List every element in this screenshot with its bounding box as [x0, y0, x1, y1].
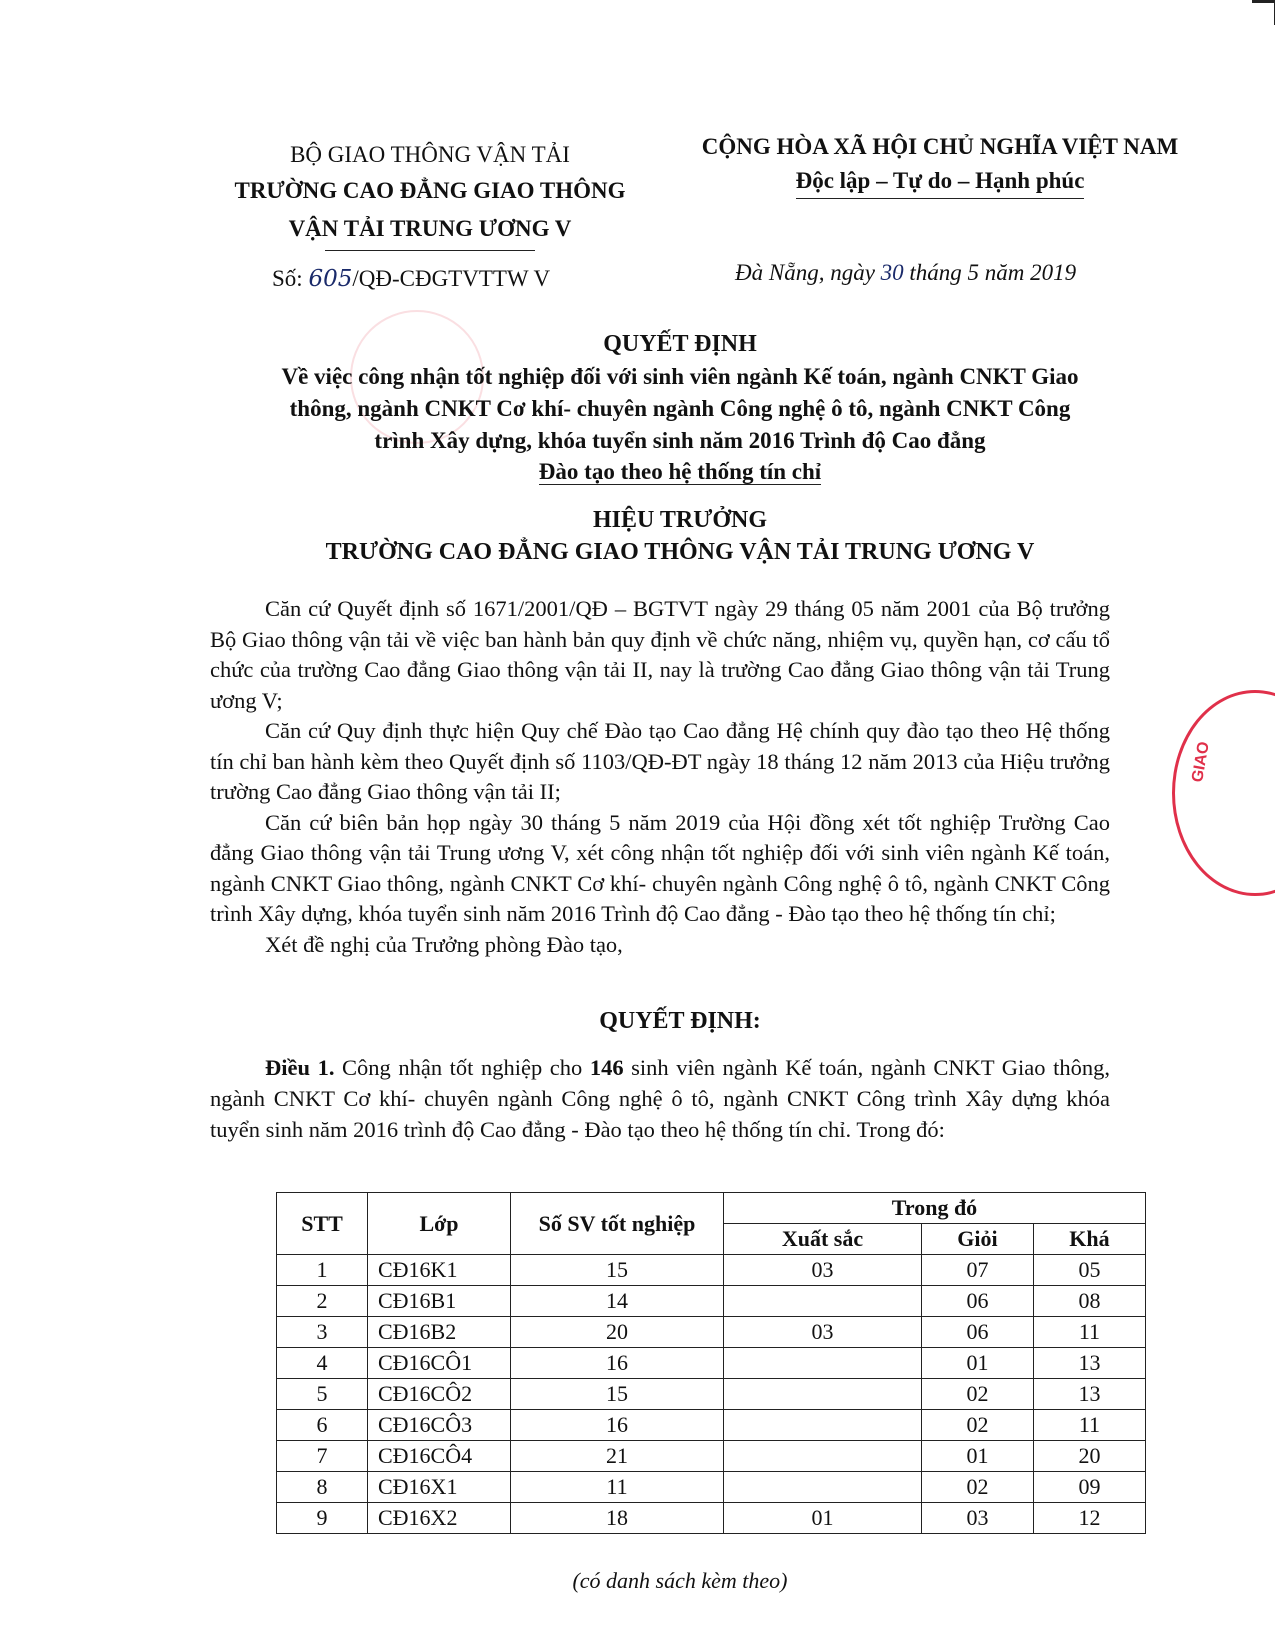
- cell-stt: 1: [277, 1255, 368, 1286]
- header-stt: STT: [277, 1193, 368, 1255]
- issue-date-suffix: tháng 5 năm 2019: [903, 260, 1077, 285]
- cell-stt: 8: [277, 1472, 368, 1503]
- cell-stt: 9: [277, 1503, 368, 1534]
- cell-excellent: [724, 1472, 922, 1503]
- document-number-handwritten: 605: [308, 266, 353, 292]
- table-row: [277, 1317, 1146, 1348]
- cell-stt: 4: [277, 1348, 368, 1379]
- red-seal-stamp: [1172, 690, 1275, 896]
- cell-class: CĐ16CÔ2: [368, 1379, 511, 1410]
- cell-class: CĐ16X1: [368, 1472, 511, 1503]
- article-1-text-a: Công nhận tốt nghiệp cho: [334, 1055, 590, 1080]
- cell-class: CĐ16CÔ3: [368, 1410, 511, 1441]
- header-good: Giỏi: [921, 1224, 1033, 1255]
- document-number-suffix: /QĐ-CĐGTVTTW V: [352, 266, 551, 291]
- article-1-text-b: sinh viên ngành Kế toán, ngành CNKT Giao thông, ngành CNKT Cơ khí- chuyên ngành Công nghệ ô tô, ngành CNKT Công trình Xây dựng khóa tuyển sinh năm 2016 trình độ Cao đẳng - Đào tạo theo hệ thống tín chỉ. Trong đó:: [210, 1055, 1110, 1142]
- subject-line-2: thông, ngành CNKT Cơ khí- chuyên ngành Công nghệ ô tô, ngành CNKT Công: [289, 396, 1071, 421]
- cell-fair: 11: [1033, 1317, 1145, 1348]
- cell-class: CĐ16B2: [368, 1317, 511, 1348]
- cell-good: 02: [921, 1472, 1033, 1503]
- header-class: Lớp: [368, 1193, 511, 1255]
- cell-fair: 13: [1033, 1348, 1145, 1379]
- preamble: [210, 594, 1110, 960]
- cell-count: 14: [511, 1286, 724, 1317]
- preamble-paragraph-2: Căn cứ Quy định thực hiện Quy chế Đào tạo Cao đẳng Hệ chính quy đào tạo theo Hệ thống tín chỉ ban hành kèm theo Quyết định số 1103/QĐ-ĐT ngày 18 tháng 12 năm 2013 của Hiệu trưởng trường Cao đẳng Giao thông vận tải II;: [210, 718, 1110, 804]
- cell-excellent: 01: [724, 1503, 922, 1534]
- cell-good: 06: [921, 1317, 1033, 1348]
- cell-fair: 11: [1033, 1410, 1145, 1441]
- seal-stamp-text: GIAO: [1189, 740, 1213, 784]
- document-type: QUYẾT ĐỊNH: [603, 331, 757, 357]
- cell-good: 02: [921, 1379, 1033, 1410]
- cell-count: 18: [511, 1503, 724, 1534]
- decision-heading: QUYẾT ĐỊNH:: [599, 1008, 761, 1034]
- graduation-table: [276, 1192, 1146, 1534]
- ministry-name: BỘ GIAO THÔNG VẬN TẢI: [290, 142, 570, 167]
- school-name-line2: VẬN TẢI TRUNG ƯƠNG V: [288, 216, 572, 241]
- table-row: [277, 1410, 1146, 1441]
- header-divider: [325, 250, 535, 251]
- cell-stt: 6: [277, 1410, 368, 1441]
- document-number-prefix: Số:: [272, 266, 309, 291]
- cell-excellent: [724, 1410, 922, 1441]
- article-1-count: 146: [589, 1055, 624, 1080]
- cell-stt: 5: [277, 1379, 368, 1410]
- cell-count: 11: [511, 1472, 724, 1503]
- issue-date-prefix: Đà Nẵng, ngày: [735, 260, 881, 285]
- issue-date-day: 30: [880, 260, 904, 285]
- article-1-paragraph: [210, 1052, 1110, 1145]
- national-header: [660, 130, 1220, 199]
- cell-good: 01: [921, 1348, 1033, 1379]
- cell-excellent: [724, 1441, 922, 1472]
- table-row: [277, 1472, 1146, 1503]
- table-row: [277, 1348, 1146, 1379]
- cell-count: 16: [511, 1410, 724, 1441]
- subject-line-3: trình Xây dựng, khóa tuyển sinh năm 2016 Trình độ Cao đẳng: [374, 428, 986, 453]
- cell-excellent: [724, 1348, 922, 1379]
- cell-good: 03: [921, 1503, 1033, 1534]
- issue-date: [735, 260, 1076, 286]
- cell-count: 15: [511, 1379, 724, 1410]
- cell-good: 06: [921, 1286, 1033, 1317]
- table-row: [277, 1503, 1146, 1534]
- issuing-authority: [200, 505, 1160, 569]
- document-number: [272, 266, 550, 292]
- authority-school: TRƯỜNG CAO ĐẲNG GIAO THÔNG VẬN TẢI TRUNG ƯƠNG V: [325, 539, 1035, 565]
- school-name-line1: TRƯỜNG CAO ĐẲNG GIAO THÔNG: [234, 178, 626, 203]
- scan-corner-mark: [1252, 0, 1275, 25]
- cell-class: CĐ16CÔ1: [368, 1348, 511, 1379]
- header-fair: Khá: [1033, 1224, 1145, 1255]
- table-row: [277, 1441, 1146, 1472]
- cell-excellent: 03: [724, 1255, 922, 1286]
- cell-excellent: [724, 1379, 922, 1410]
- cell-good: 02: [921, 1410, 1033, 1441]
- cell-count: 21: [511, 1441, 724, 1472]
- cell-fair: 20: [1033, 1441, 1145, 1472]
- cell-fair: 13: [1033, 1379, 1145, 1410]
- preamble-paragraph-1: Căn cứ Quyết định số 1671/2001/QĐ – BGTVT ngày 29 tháng 05 năm 2001 của Bộ trưởng Bộ Giao thông vận tải về việc ban hành bản quy định về chức năng, nhiệm vụ, quyền hạn, cơ cấu tổ chức của trường Cao đẳng Giao thông vận tải II, nay là trường Cao đẳng Giao thông vận tải Trung ương V;: [210, 596, 1110, 713]
- subject-line-4-wrap: [539, 456, 821, 488]
- cell-good: 07: [921, 1255, 1033, 1286]
- subject-line-1: Về việc công nhận tốt nghiệp đối với sinh viên ngành Kế toán, ngành CNKT Giao: [281, 364, 1079, 389]
- article-1: [210, 1052, 1110, 1145]
- cell-stt: 3: [277, 1317, 368, 1348]
- table-row: [277, 1255, 1146, 1286]
- cell-stt: 7: [277, 1441, 368, 1472]
- authority-title: HIỆU TRƯỞNG: [592, 507, 768, 533]
- national-motto: Độc lập – Tự do – Hạnh phúc: [796, 164, 1085, 199]
- cell-fair: 12: [1033, 1503, 1145, 1534]
- table-row: [277, 1379, 1146, 1410]
- subject-line-4: Đào tạo theo hệ thống tín chỉ: [538, 459, 822, 484]
- cell-excellent: 03: [724, 1317, 922, 1348]
- cell-class: CĐ16CÔ4: [368, 1441, 511, 1472]
- issuer-header: [205, 138, 655, 251]
- cell-fair: 09: [1033, 1472, 1145, 1503]
- header-graduate-count: Số SV tốt nghiệp: [511, 1193, 724, 1255]
- decision-title: [200, 328, 1160, 488]
- preamble-paragraph-3: Căn cứ biên bản họp ngày 30 tháng 5 năm 2019 của Hội đồng xét tốt nghiệp Trường Cao đẳng Giao thông vận tải Trung ương V, xét công nhận tốt nghiệp đối với sinh viên ngành Kế toán, ngành CNKT Giao thông, ngành CNKT Cơ khí- chuyên ngành Công nghệ ô tô, ngành CNKT Công trình Xây dựng, khóa tuyển sinh năm 2016 Trình độ Cao đẳng - Đào tạo theo hệ thống tín chỉ;: [210, 809, 1110, 926]
- cell-class: CĐ16B1: [368, 1286, 511, 1317]
- cell-count: 20: [511, 1317, 724, 1348]
- table-row: [277, 1286, 1146, 1317]
- cell-stt: 2: [277, 1286, 368, 1317]
- cell-count: 16: [511, 1348, 724, 1379]
- cell-fair: 08: [1033, 1286, 1145, 1317]
- header-excellent: Xuất sắc: [724, 1224, 922, 1255]
- cell-excellent: [724, 1286, 922, 1317]
- attachment-note: (có danh sách kèm theo): [572, 1568, 788, 1593]
- cell-count: 15: [511, 1255, 724, 1286]
- cell-class: CĐ16K1: [368, 1255, 511, 1286]
- nation-name: CỘNG HÒA XÃ HỘI CHỦ NGHĨA VIỆT NAM: [701, 134, 1179, 159]
- cell-good: 01: [921, 1441, 1033, 1472]
- cell-fair: 05: [1033, 1255, 1145, 1286]
- header-breakdown: Trong đó: [724, 1193, 1146, 1224]
- cell-class: CĐ16X2: [368, 1503, 511, 1534]
- preamble-paragraph-4: Xét đề nghị của Trưởng phòng Đào tạo,: [265, 931, 623, 957]
- article-1-label: Điều 1.: [265, 1055, 335, 1080]
